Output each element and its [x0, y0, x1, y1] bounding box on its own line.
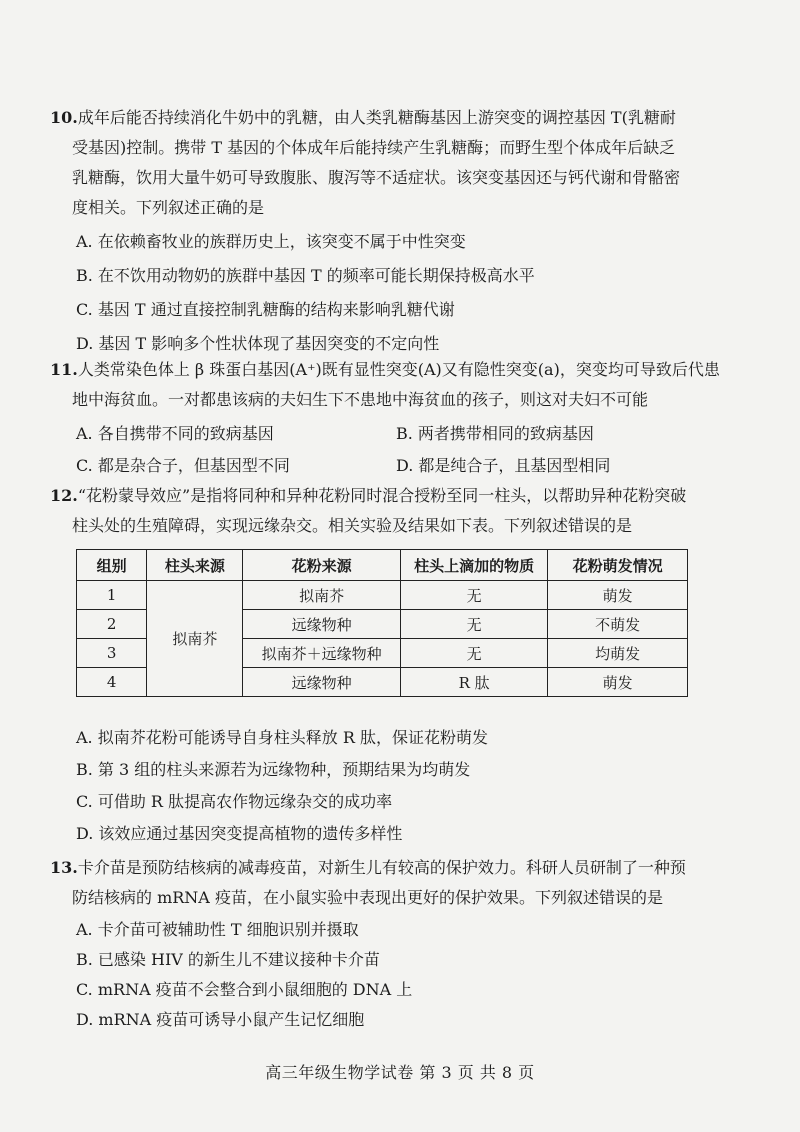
cell-substance: R 肽 — [400, 668, 548, 697]
option-c: C. 都是杂合子，但基因型不同 — [76, 456, 290, 475]
cell-group: 3 — [77, 639, 147, 668]
option-a: A. 各自携带不同的致病基因 — [76, 424, 274, 443]
cell-stigma-source: 拟南芥 — [147, 581, 243, 697]
option-b: B. 第 3 组的柱头来源若为远缘物种，预期结果为均萌发 — [76, 760, 471, 779]
page-footer: 高三年级生物学试卷 第 3 页 共 8 页 — [265, 1063, 535, 1082]
option-a: A. 在依赖畜牧业的族群历史上，该突变不属于中性突变 — [76, 232, 466, 251]
cell-group: 2 — [77, 610, 147, 639]
cell-result: 不萌发 — [548, 610, 688, 639]
option-c: C. 基因 T 通过直接控制乳糖酶的结构来影响乳糖代谢 — [76, 300, 455, 319]
column-header-group: 组别 — [77, 550, 147, 581]
question-number: 11. — [50, 360, 78, 379]
option-b: B. 已感染 HIV 的新生儿不建议接种卡介苗 — [76, 950, 380, 969]
question-11-stem-line-2: 地中海贫血。一对都患该病的夫妇生下不患地中海贫血的孩子，则这对夫妇不可能 — [72, 390, 649, 409]
option-c: C. mRNA 疫苗不会整合到小鼠细胞的 DNA 上 — [76, 980, 413, 999]
question-12-stem-line-2: 柱头处的生殖障碍，实现远缘杂交。相关实验及结果如下表。下列叙述错误的是 — [72, 516, 633, 535]
experiment-table — [76, 549, 688, 697]
option-d: D. 都是纯合子，且基因型相同 — [396, 456, 611, 475]
cell-pollen-source: 拟南芥＋远缘物种 — [243, 639, 400, 668]
cell-group: 1 — [77, 581, 147, 610]
column-header-germination: 花粉萌发情况 — [548, 550, 688, 581]
table-row — [77, 581, 688, 610]
question-number: 12. — [50, 486, 78, 505]
cell-result: 均萌发 — [548, 639, 688, 668]
question-number: 10. — [50, 108, 78, 127]
question-10-stem-line-1: 10.成年后能否持续消化牛奶中的乳糖，由人类乳糖酶基因上游突变的调控基因 T(乳糖耐 — [50, 108, 676, 127]
option-d: D. 基因 T 影响多个性状体现了基因突变的不定向性 — [76, 334, 440, 353]
question-10-stem-line-2: 受基因)控制。携带 T 基因的个体成年后能持续产生乳糖酶；而野生型个体成年后缺乏 — [72, 138, 676, 157]
column-header-stigma-source: 柱头来源 — [147, 550, 243, 581]
cell-substance: 无 — [400, 610, 548, 639]
option-b: B. 两者携带相同的致病基因 — [396, 424, 594, 443]
cell-pollen-source: 远缘物种 — [243, 668, 400, 697]
option-d: D. 该效应通过基因突变提高植物的遗传多样性 — [76, 824, 403, 843]
question-12-stem-line-1: 12.“花粉蒙导效应”是指将同种和异种花粉同时混合授粉至同一柱头，以帮助异种花粉突破 — [50, 486, 687, 505]
question-11-stem-line-1: 11.人类常染色体上 β 珠蛋白基因(A⁺)既有显性突变(A)又有隐性突变(a)，突变均可导致后代患 — [50, 360, 720, 379]
column-header-added-substance: 柱头上滴加的物质 — [400, 550, 548, 581]
question-13-stem-line-1: 13.卡介苗是预防结核病的减毒疫苗，对新生儿有较高的保护效力。科研人员研制了一种预 — [50, 858, 686, 877]
cell-pollen-source: 拟南芥 — [243, 581, 400, 610]
cell-result: 萌发 — [548, 581, 688, 610]
question-number: 13. — [50, 858, 78, 877]
option-c: C. 可借助 R 肽提高农作物远缘杂交的成功率 — [76, 792, 393, 811]
option-a: A. 拟南芥花粉可能诱导自身柱头释放 R 肽，保证花粉萌发 — [76, 728, 488, 747]
question-10-stem-line-3: 乳糖酶，饮用大量牛奶可导致腹胀、腹泻等不适症状。该突变基因还与钙代谢和骨骼密 — [72, 168, 681, 187]
question-13-stem-line-2: 防结核病的 mRNA 疫苗，在小鼠实验中表现出更好的保护效果。下列叙述错误的是 — [72, 888, 663, 907]
column-header-pollen-source: 花粉来源 — [243, 550, 400, 581]
option-a: A. 卡介苗可被辅助性 T 细胞识别并摄取 — [76, 920, 359, 939]
cell-pollen-source: 远缘物种 — [243, 610, 400, 639]
cell-group: 4 — [77, 668, 147, 697]
question-10-stem-line-4: 度相关。下列叙述正确的是 — [72, 198, 265, 217]
option-b: B. 在不饮用动物奶的族群中基因 T 的频率可能长期保持极高水平 — [76, 266, 535, 285]
cell-substance: 无 — [400, 639, 548, 668]
table-header-row — [77, 550, 688, 581]
option-d: D. mRNA 疫苗可诱导小鼠产生记忆细胞 — [76, 1010, 365, 1029]
cell-substance: 无 — [400, 581, 548, 610]
cell-result: 萌发 — [548, 668, 688, 697]
